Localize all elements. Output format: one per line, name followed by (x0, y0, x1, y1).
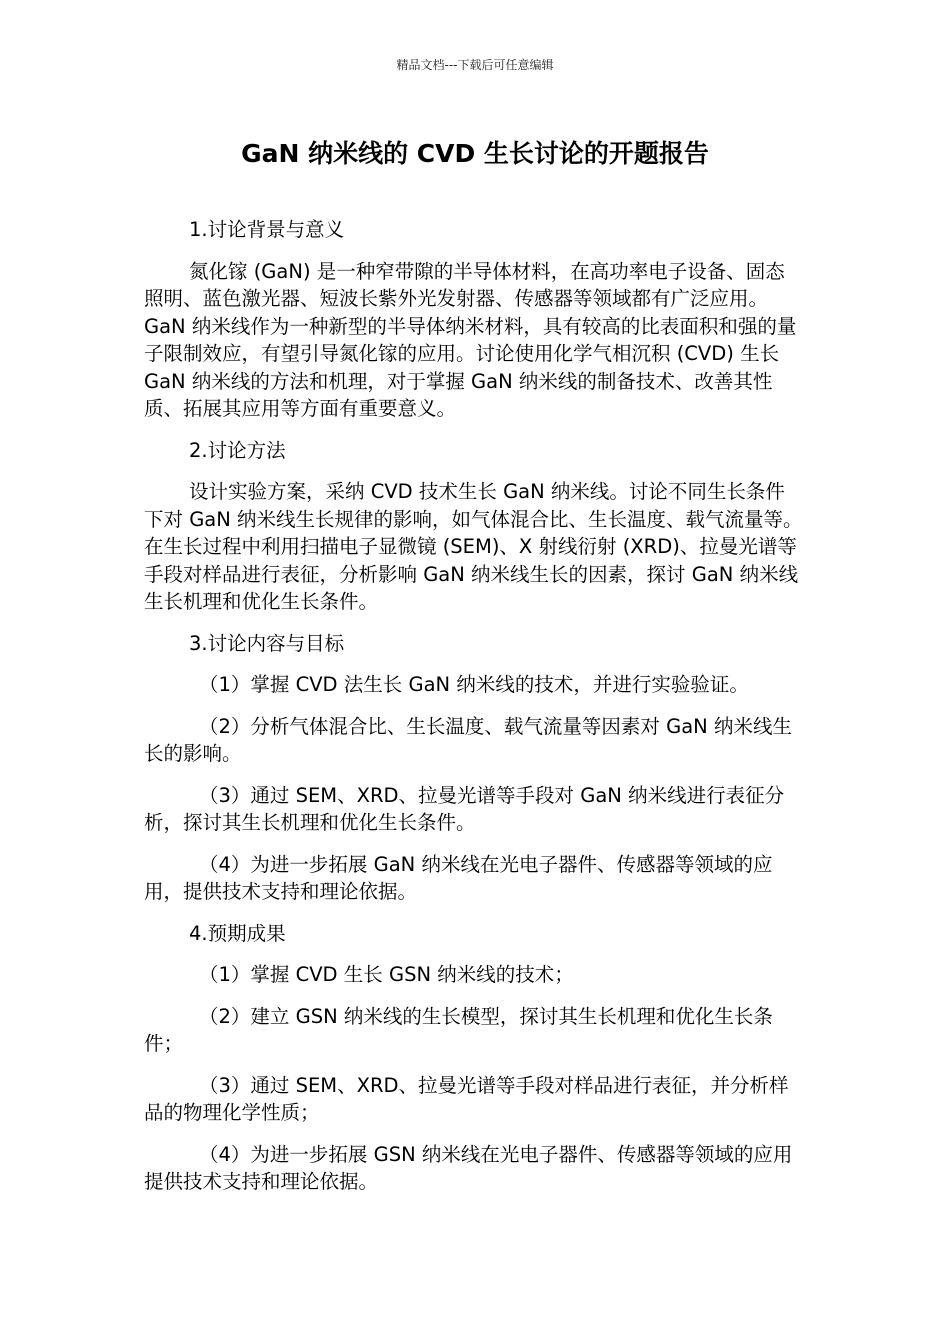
page-header: 精品文档---下载后可任意编辑 (396, 58, 554, 72)
list-item: （1）掌握 CVD 法生长 GaN 纳米线的技术，并进行实验验证。 (199, 673, 749, 696)
document-body (144, 216, 804, 1196)
paragraph: 设计实验方案，采纳 CVD 技术生长 GaN 纳米线。讨论不同生长条件下对 GaN 纳米线生长规律的影响，如气体混合比、生长温度、载气流量等。在生长过程中利用扫描电子显微镜 (SEM)、X 射线衍射 (XRD)、拉曼光谱等手段对样品进行表征，分析影响 GaN 纳米线生长的因素，探讨 GaN 纳米线生长机理和优化生长条件。 (144, 480, 803, 613)
list-item: （2）建立 GSN 纳米线的生长模型，探讨其生长机理和优化生长条件； (144, 1004, 773, 1055)
list-item: （1）掌握 CVD 生长 GSN 纳米线的技术； (199, 963, 574, 986)
document-title: GaN 纳米线的 CVD 生长讨论的开题报告 (241, 139, 709, 168)
section-heading: 2.讨论方法 (189, 438, 286, 462)
section-heading: 4.预期成果 (189, 921, 286, 945)
paragraph: 氮化镓 (GaN) 是一种窄带隙的半导体材料，在高功率电子设备、固态照明、蓝色激光器、短波长紫外光发射器、传感器等领域都有广泛应用。GaN 纳米线作为一种新型的半导体纳米材料，具有较高的比表面积和强的量子限制效应，有望引导氮化镓的应用。讨论使用化学气相沉积 (CVD) 生长 GaN 纳米线的方法和机理，对于掌握 GaN 纳米线的制备技术、改善其性质、拓展其应用等方面有重要意义。 (144, 259, 797, 420)
list-item: （4）为进一步拓展 GaN 纳米线在光电子器件、传感器等领域的应用，提供技术支持和理论依据。 (144, 852, 773, 903)
section-heading: 1.讨论背景与意义 (189, 218, 345, 241)
list-item: （3）通过 SEM、XRD、拉曼光谱等手段对 GaN 纳米线进行表征分析，探讨其生长机理和优化生长条件。 (144, 783, 785, 834)
section-heading: 3.讨论内容与目标 (189, 631, 345, 655)
list-item: （3）通过 SEM、XRD、拉曼光谱等手段对样品进行表征，并分析样品的物理化学性质； (144, 1073, 789, 1124)
list-item: （2）分析气体混合比、生长温度、载气流量等因素对 GaN 纳米线生长的影响。 (144, 714, 792, 765)
list-item: （4）为进一步拓展 GSN 纳米线在光电子器件、传感器等领域的应用提供技术支持和理论依据。 (144, 1142, 793, 1193)
